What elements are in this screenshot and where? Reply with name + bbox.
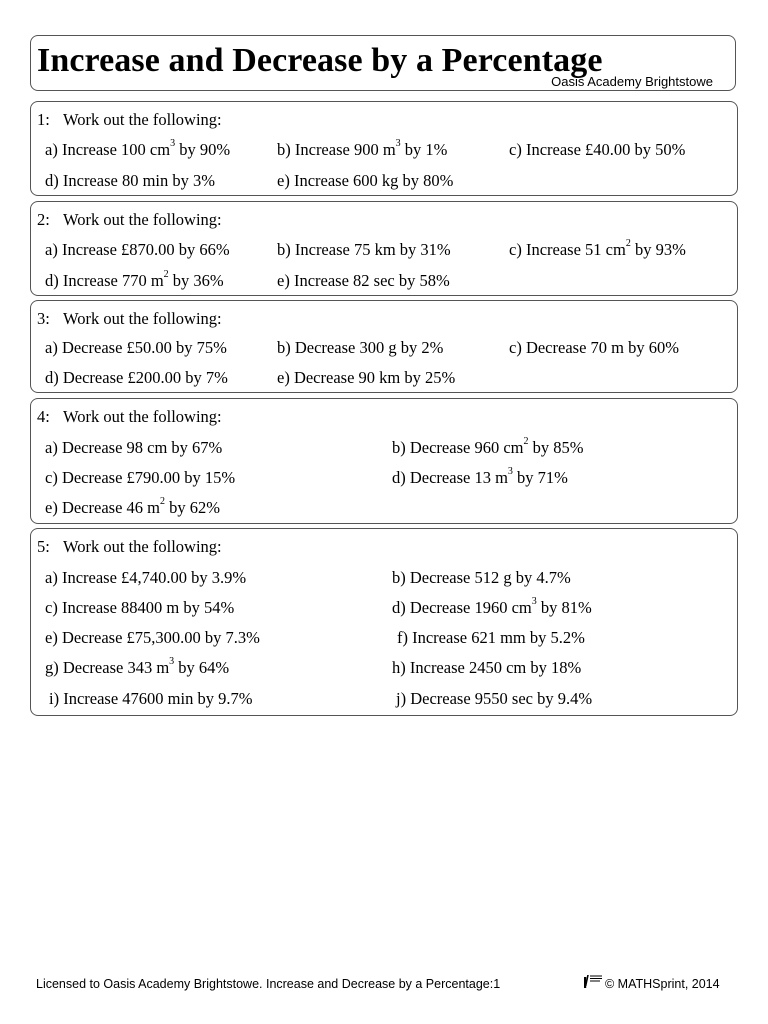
question-item: a) Decrease £50.00 by 75% bbox=[45, 338, 227, 357]
question-instruction: Work out the following: bbox=[63, 537, 222, 556]
question-item: c) Decrease 70 m by 60% bbox=[509, 338, 679, 357]
question-number: 2: bbox=[37, 210, 50, 229]
title-box bbox=[30, 35, 736, 91]
question-item: b) Increase 900 $m^3$ by 1% bbox=[277, 138, 448, 159]
question-item: a) Decrease 98 cm by 67% bbox=[45, 438, 223, 457]
question-4-box bbox=[30, 398, 738, 524]
question-item: e) Decrease 46 $m^2$ by 62% bbox=[45, 496, 220, 517]
question-item: a) Increase £4,740.00 by 3.9% bbox=[45, 568, 247, 587]
question-5-box bbox=[30, 528, 738, 716]
page-title: Increase and Decrease by a Percentage bbox=[37, 42, 603, 79]
question-number: 3: bbox=[37, 309, 50, 328]
question-4-heading bbox=[37, 407, 222, 427]
question-item: j) Decrease 9550 sec by 9.4% bbox=[396, 689, 593, 708]
question-item: f) Increase 621 mm by 5.2% bbox=[397, 628, 585, 647]
question-item: h) Increase 2450 cm by 18% bbox=[392, 658, 582, 677]
question-3-box bbox=[30, 300, 738, 393]
question-item: d) Decrease 13 $m^3$ by 71% bbox=[392, 466, 568, 487]
question-item: d) Increase 80 min by 3% bbox=[45, 171, 215, 190]
question-item: d) Increase 770 $m^2$ by 36% bbox=[45, 269, 224, 290]
question-item: b) Decrease 512 g by 4.7% bbox=[392, 568, 571, 587]
mathsprint-logo-icon bbox=[583, 974, 603, 988]
question-number: 1: bbox=[37, 110, 50, 129]
question-item: i) Increase 47600 min by 9.7% bbox=[49, 689, 253, 708]
question-item: c) Increase £40.00 by 50% bbox=[509, 140, 686, 159]
question-item: d) Decrease £200.00 by 7% bbox=[45, 368, 228, 387]
question-item: d) Decrease 1960 $cm^3$ by 81% bbox=[392, 596, 592, 617]
question-instruction: Work out the following: bbox=[63, 110, 222, 129]
question-number: 4: bbox=[37, 407, 50, 426]
question-item: c) Decrease £790.00 by 15% bbox=[45, 468, 236, 487]
question-item: e) Increase 82 sec by 58% bbox=[277, 271, 450, 290]
question-instruction: Work out the following: bbox=[63, 407, 222, 426]
question-3-heading bbox=[37, 309, 222, 329]
question-number: 5: bbox=[37, 537, 50, 556]
question-item: b) Decrease 960 $cm^2$ by 85% bbox=[392, 436, 584, 457]
question-item: b) Increase 75 km by 31% bbox=[277, 240, 451, 259]
question-item: e) Decrease £75,300.00 by 7.3% bbox=[45, 628, 260, 647]
question-item: a) Increase £870.00 by 66% bbox=[45, 240, 230, 259]
question-instruction: Work out the following: bbox=[63, 309, 222, 328]
question-item: g) Decrease 343 $m^3$ by 64% bbox=[45, 656, 230, 677]
school-name: Oasis Academy Brightstowe bbox=[551, 74, 713, 89]
question-item: b) Decrease 300 g by 2% bbox=[277, 338, 444, 357]
question-item: c) Increase 88400 m by 54% bbox=[45, 598, 235, 617]
question-2-heading bbox=[37, 210, 222, 230]
question-item: e) Decrease 90 km by 25% bbox=[277, 368, 456, 387]
question-item: a) Increase 100 $cm^3$ by 90% bbox=[45, 138, 231, 159]
question-instruction: Work out the following: bbox=[63, 210, 222, 229]
copyright-text: © MATHSprint, 2014 bbox=[605, 977, 720, 991]
license-text: Licensed to Oasis Academy Brightstowe. Increase and Decrease by a Percentage:1 bbox=[36, 977, 501, 991]
question-1-box bbox=[30, 101, 738, 196]
question-1-heading bbox=[37, 110, 222, 130]
question-item: e) Increase 600 kg by 80% bbox=[277, 171, 454, 190]
question-5-heading bbox=[37, 537, 222, 557]
question-2-box bbox=[30, 201, 738, 296]
question-item: c) Increase 51 $cm^2$ by 93% bbox=[509, 238, 686, 259]
